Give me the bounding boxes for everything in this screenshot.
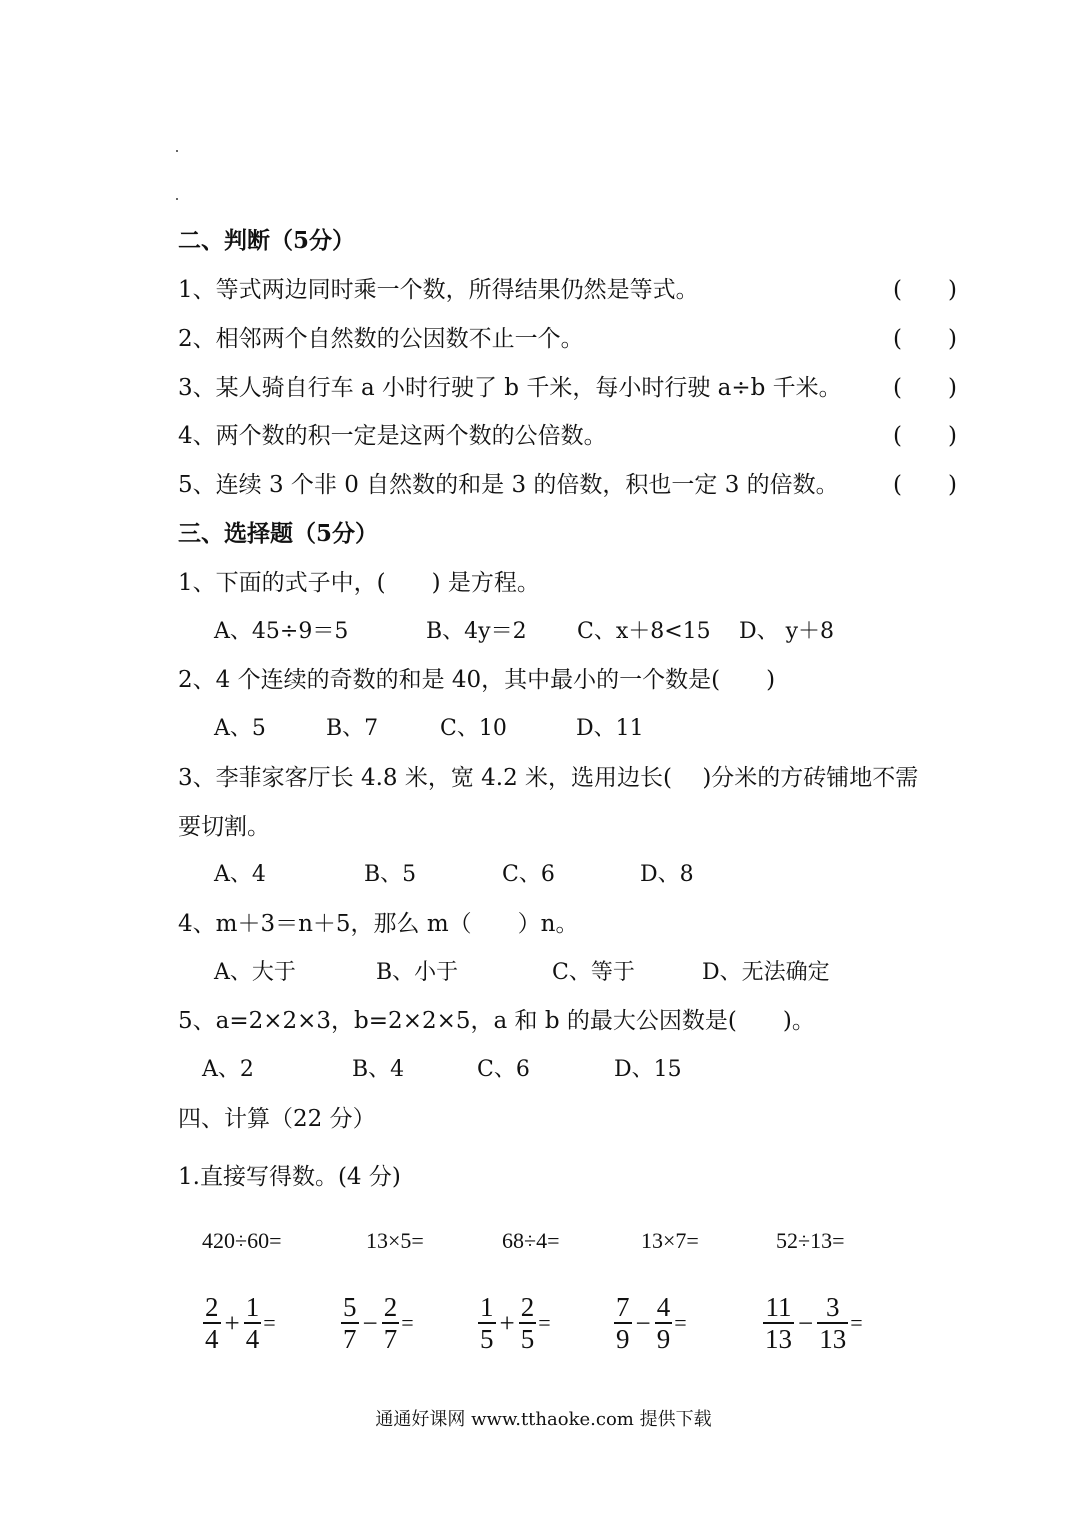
equals-sign: = [538,1310,551,1335]
fraction [519,1292,537,1354]
stray-mark [176,150,178,152]
numerator: 2 [520,1292,535,1322]
fraction [763,1292,794,1354]
numerator: 2 [205,1292,219,1322]
option-a[interactable]: A、大于 [214,960,296,985]
denominator: 13 [819,1324,847,1354]
fraction-expression [762,1288,863,1358]
option-c[interactable]: C、6 [502,862,555,887]
judgment-item-2: 2、相邻两个自然数的公因数不止一个。 [178,326,584,352]
fraction-expression [202,1288,276,1358]
numerator: 1 [245,1292,260,1322]
choice-question-3-continued: 要切割。 [178,814,270,840]
calc-subheading: 1.直接写得数。(4 分) [178,1164,401,1190]
answer-blank[interactable]: ( ) [893,326,957,352]
denominator: 5 [520,1324,535,1354]
option-b[interactable]: B、7 [326,716,379,741]
calc-item: 68÷4= [502,1228,560,1253]
calc-item: 420÷60= [202,1228,282,1253]
denominator: 9 [656,1324,671,1354]
option-b[interactable]: B、4y＝2 [426,619,527,644]
option-d[interactable]: D、8 [640,862,694,887]
operator: + [224,1307,240,1338]
option-a[interactable]: A、5 [214,716,266,741]
footer-source: 通通好课网 www.tthaoke.com 提供下载 [375,1409,712,1430]
operator: − [635,1307,651,1338]
denominator: 13 [765,1324,792,1354]
section-heading-choice: 三、选择题（5分） [178,520,379,547]
numerator: 4 [656,1292,671,1322]
fraction [244,1292,262,1354]
answer-blank[interactable]: ( ) [893,277,957,303]
answer-blank[interactable]: ( ) [893,375,957,401]
option-b[interactable]: B、小于 [376,960,459,985]
option-d[interactable]: D、11 [576,716,644,741]
equals-sign: = [401,1310,414,1335]
section-heading-calculation: 四、计算（22 分） [178,1106,376,1132]
calc-item: 52÷13= [776,1228,845,1253]
numerator: 7 [616,1292,630,1322]
judgment-item-1: 1、等式两边同时乘一个数，所得结果仍然是等式。 [178,277,699,303]
judgment-item-5: 5、连续 3 个非 0 自然数的和是 3 的倍数，积也一定 3 的倍数。 [178,472,839,498]
numerator: 5 [343,1292,357,1322]
calc-item: 13×7= [641,1228,699,1253]
option-c[interactable]: C、6 [477,1057,530,1082]
judgment-item-3: 3、某人骑自行车 a 小时行驶了 b 千米，每小时行驶 a÷b 千米。 [178,375,842,401]
option-b[interactable]: B、4 [352,1057,405,1082]
choice-question-3: 3、李菲家客厅长 4.8 米，宽 4.2 米，选用边长( )分米的方砖铺地不需 [178,765,919,791]
fraction [655,1292,673,1354]
numerator: 1 [480,1292,494,1322]
option-b[interactable]: B、5 [364,862,417,887]
fraction-expression [340,1288,414,1358]
choice-question-5: 5、a=2×2×3，b=2×2×5，a 和 b 的最大公因数是( )。 [178,1008,815,1034]
denominator: 5 [480,1324,494,1354]
answer-blank[interactable]: ( ) [893,423,957,449]
numerator: 3 [825,1292,840,1322]
fraction [203,1292,221,1354]
option-c[interactable]: C、等于 [552,960,635,985]
choice-question-1: 1、下面的式子中，( ) 是方程。 [178,570,540,596]
fraction-expression [613,1288,687,1358]
fraction [382,1292,400,1354]
section-heading-judgment: 二、判断（5分） [178,227,356,254]
fraction-expression [477,1288,551,1358]
option-c[interactable]: C、x＋8<15 [577,619,711,644]
operator: + [499,1307,515,1338]
answer-blank[interactable]: ( ) [893,472,957,498]
judgment-item-4: 4、两个数的积一定是这两个数的公倍数。 [178,423,607,449]
choice-question-2: 2、4 个连续的奇数的和是 40，其中最小的一个数是( ) [178,667,776,693]
option-d[interactable]: D、无法确定 [702,960,830,985]
option-a[interactable]: A、4 [214,862,266,887]
fraction-row [0,1288,1087,1358]
denominator: 7 [383,1324,398,1354]
fraction [614,1292,632,1354]
numerator: 2 [383,1292,398,1322]
fraction [341,1292,359,1354]
denominator: 4 [245,1324,260,1354]
denominator: 9 [616,1324,630,1354]
option-d[interactable]: D、 y＋8 [739,619,835,644]
option-a[interactable]: A、2 [202,1057,254,1082]
numerator: 11 [765,1292,792,1322]
operator: − [798,1307,814,1338]
denominator: 4 [205,1324,219,1354]
fraction [478,1292,496,1354]
option-d[interactable]: D、15 [614,1057,682,1082]
option-c[interactable]: C、10 [440,716,507,741]
calc-item: 13×5= [366,1228,424,1253]
equals-sign: = [674,1310,687,1335]
equals-sign: = [263,1310,276,1335]
option-a[interactable]: A、45÷9＝5 [214,619,349,644]
denominator: 7 [343,1324,357,1354]
stray-mark [176,198,178,200]
operator: − [362,1307,378,1338]
fraction [817,1292,848,1354]
choice-question-4: 4、m＋3＝n＋5，那么 m（ ）n。 [178,911,579,937]
equals-sign: = [850,1310,863,1335]
